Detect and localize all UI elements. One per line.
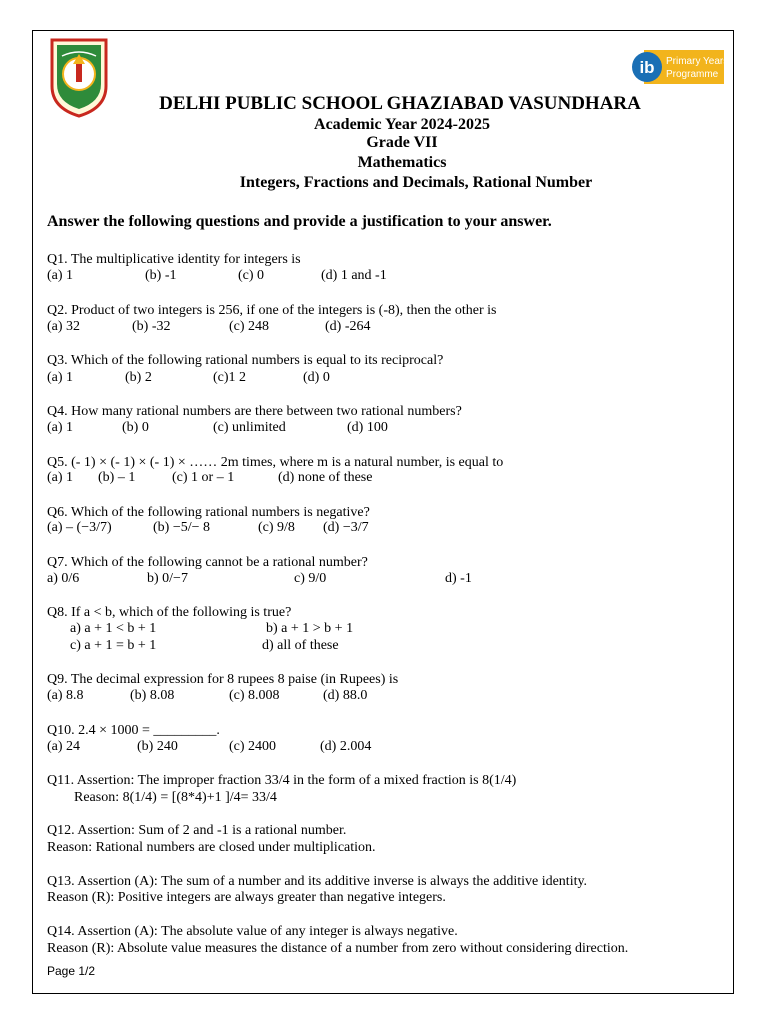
option: (c) 248 — [229, 319, 270, 334]
option: c) 9/0 — [294, 571, 327, 586]
question-3: Q3. Which of the following rational numbers is equal to its reciprocal? — [47, 353, 444, 368]
option: (a) 1 — [47, 470, 74, 485]
question-14-reason: Reason (R): Absolute value measures the distance of a number from zero without considering direction. — [47, 941, 629, 956]
option: b) a + 1 > b + 1 — [266, 621, 354, 636]
grade: Grade VII — [366, 134, 438, 151]
question-5: Q5. (- 1) × (- 1) × (- 1) × …… 2m times, where m is a natural number, is equal to — [47, 455, 504, 470]
option: (b) 8.08 — [130, 688, 175, 703]
subject: Mathematics — [357, 154, 447, 171]
option: (a) 8.8 — [47, 688, 84, 703]
option: (b) -1 — [145, 268, 177, 283]
option: (d) none of these — [278, 470, 373, 485]
question-8: Q8. If a < b, which of the following is true? — [47, 605, 292, 620]
question-11: Q11. Assertion: The improper fraction 33/4 in the form of a mixed fraction is 8(1/4) — [47, 773, 517, 788]
question-11-reason: Reason: 8(1/4) = [(8*4)+1 ]/4= 33/4 — [74, 790, 277, 805]
question-10: Q10. 2.4 × 1000 = _________. — [47, 723, 220, 738]
option: (c) 9/8 — [258, 520, 295, 535]
question-1: Q1. The multiplicative identity for integers is — [47, 252, 301, 267]
option: (c) 8.008 — [229, 688, 280, 703]
option: (a) 1 — [47, 370, 74, 385]
option: (a) 1 — [47, 268, 74, 283]
option: (a) – (−3/7) — [47, 520, 112, 535]
instruction: Answer the following questions and provide a justification to your answer. — [47, 213, 552, 230]
option: (d) 88.0 — [323, 688, 368, 703]
question-4: Q4. How many rational numbers are there between two rational numbers? — [47, 404, 462, 419]
question-14: Q14. Assertion (A): The absolute value of any integer is always negative. — [47, 924, 458, 939]
topic: Integers, Fractions and Decimals, Rational Number — [239, 174, 593, 191]
option: (a) 32 — [47, 319, 81, 334]
option: (c) unlimited — [213, 420, 286, 435]
ib-line1: Primary Years — [666, 56, 724, 67]
option: (b) 240 — [137, 739, 178, 754]
question-7: Q7. Which of the following cannot be a rational number? — [47, 555, 368, 570]
option: (a) 24 — [47, 739, 81, 754]
option: a) a + 1 < b + 1 — [70, 621, 157, 636]
question-13: Q13. Assertion (A): The sum of a number and its additive inverse is always the additive identity. — [47, 874, 588, 889]
ib-line2: Programme — [666, 69, 719, 80]
option: (c) 1 or – 1 — [172, 470, 235, 485]
option: (b) 2 — [125, 370, 152, 385]
option: (a) 1 — [47, 420, 74, 435]
option: (d) -264 — [325, 319, 371, 334]
option: (d) 100 — [347, 420, 388, 435]
question-13-reason: Reason (R): Positive integers are always greater than negative integers. — [47, 890, 446, 905]
question-12-reason: Reason: Rational numbers are closed under multiplication. — [47, 840, 376, 855]
question-12: Q12. Assertion: Sum of 2 and -1 is a rational number. — [47, 823, 347, 838]
option: d) -1 — [445, 571, 472, 586]
option: (c)1 2 — [213, 370, 247, 385]
option: (c) 0 — [238, 268, 265, 283]
option: (d) 2.004 — [320, 739, 372, 754]
option: (b) -32 — [132, 319, 171, 334]
academic-year: Academic Year 2024-2025 — [314, 116, 490, 133]
option: (c) 2400 — [229, 739, 277, 754]
question-9: Q9. The decimal expression for 8 rupees 8 paise (in Rupees) is — [47, 672, 399, 687]
ib-pyp-logo — [630, 40, 724, 86]
option: (d) 1 and -1 — [321, 268, 387, 283]
option: d) all of these — [262, 638, 339, 653]
option: (b) −5/− 8 — [153, 520, 211, 535]
school-name: DELHI PUBLIC SCHOOL GHAZIABAD VASUNDHARA — [159, 93, 641, 114]
option: (d) 0 — [303, 370, 330, 385]
question-2: Q2. Product of two integers is 256, if one of the integers is (-8), then the other is — [47, 303, 497, 318]
option: b) 0/−7 — [147, 571, 188, 586]
page-number: Page 1/2 — [47, 964, 96, 978]
ib-letter: ib — [639, 58, 655, 77]
question-6: Q6. Which of the following rational numbers is negative? — [47, 505, 370, 520]
option: (d) −3/7 — [323, 520, 369, 535]
option: c) a + 1 = b + 1 — [70, 638, 157, 653]
option: a) 0/6 — [47, 571, 80, 586]
option: (b) 0 — [122, 420, 149, 435]
option: (b) – 1 — [98, 470, 136, 485]
